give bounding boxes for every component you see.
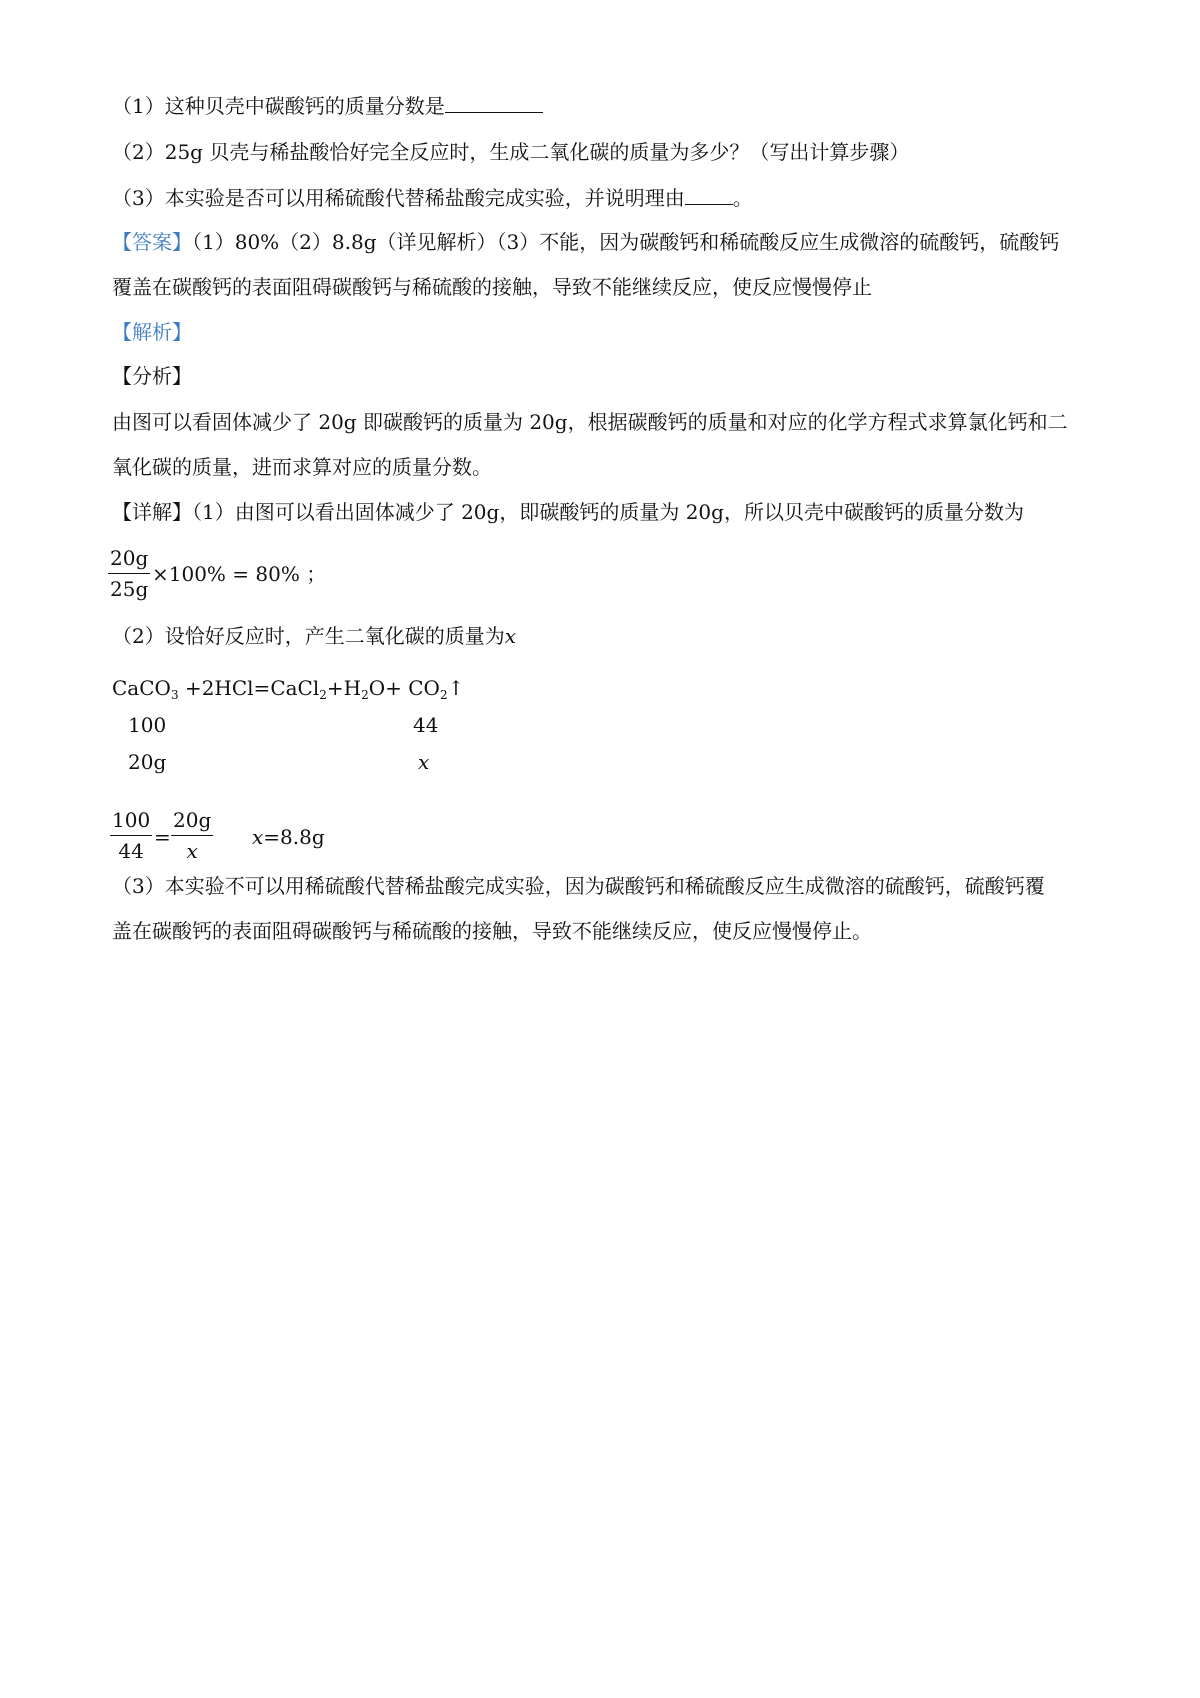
step-3-line-1: （3）本实验不可以用稀硫酸代替稀盐酸完成实验，因为碳酸钙和稀硫酸反应生成微溶的硫酸钙，硫酸钙覆	[112, 874, 1045, 898]
analysis-label: 【解析】	[112, 320, 192, 344]
variable-x: x	[504, 624, 517, 648]
proportion-equals: =	[154, 825, 171, 849]
percent-fraction: $\frac{20g}{25g}$	[110, 546, 149, 601]
proportion-right-fraction: $\frac{20g}{x}$	[173, 808, 212, 863]
mass-caco3: 20g	[128, 750, 167, 774]
question-3-text: （3）本实验是否可以用稀硫酸代替稀盐酸完成实验，并说明理由	[112, 186, 685, 210]
question-1-text: （1）这种贝壳中碳酸钙的质量分数是	[112, 94, 445, 118]
step-2-setup: （2）设恰好反应时，产生二氧化碳的质量为x	[112, 624, 517, 648]
answer-blank	[685, 184, 733, 205]
molar-mass-caco3: 100	[128, 713, 167, 737]
molar-mass-co2: 44	[413, 713, 439, 737]
percent-calculation: ×100% = 80% ；	[152, 562, 327, 586]
step-3-line-2: 盖在碳酸钙的表面阻碍碳酸钙与稀硫酸的接触，导致不能继续反应，使反应慢慢停止。	[112, 919, 872, 943]
question-3: （3）本实验是否可以用稀硫酸代替稀盐酸完成实验，并说明理由 。	[112, 186, 753, 210]
answer-blank	[445, 92, 543, 113]
answer-line-1	[112, 228, 1102, 256]
fenxi-label: 【分析】	[112, 364, 192, 388]
gas-arrow-icon: ↑	[447, 676, 465, 700]
question-2: （2）25g 贝壳与稀盐酸恰好完全反应时，生成二氧化碳的质量为多少？（写出计算步骤）	[112, 140, 910, 164]
detail-line-1: 【详解】（1）由图可以看出固体减少了 20g，即碳酸钙的质量为 20g，所以贝壳中碳酸钙的质量分数为	[112, 500, 1024, 524]
answer-line-2: 覆盖在碳酸钙的表面阻碍碳酸钙与稀硫酸的接触，导致不能继续反应，使反应慢慢停止	[112, 275, 872, 299]
proportion-left-fraction: $\frac{100}{44}$	[112, 808, 151, 863]
mass-co2-variable: x	[418, 750, 430, 774]
proportion-result: x=8.8g	[252, 825, 325, 849]
answer-text: （1）80%（2）8.8g（详见解析）（3）不能，因为碳酸钙和稀硫酸反应生成微溶的硫酸钙，硫酸钙	[192, 230, 1060, 254]
question-1	[112, 92, 1102, 120]
fenxi-line-1: 由图可以看固体减少了 20g 即碳酸钙的质量为 20g，根据碳酸钙的质量和对应的化学方程式求算氯化钙和二	[112, 410, 1068, 434]
fenxi-line-2: 氧化碳的质量，进而求算对应的质量分数。	[112, 455, 492, 479]
chemical-equation: CaCO$_3$ $+2HCl=CaCl_2+H_2O+$ $CO_2↑$	[112, 676, 465, 702]
answer-label: 【答案】	[112, 230, 192, 254]
